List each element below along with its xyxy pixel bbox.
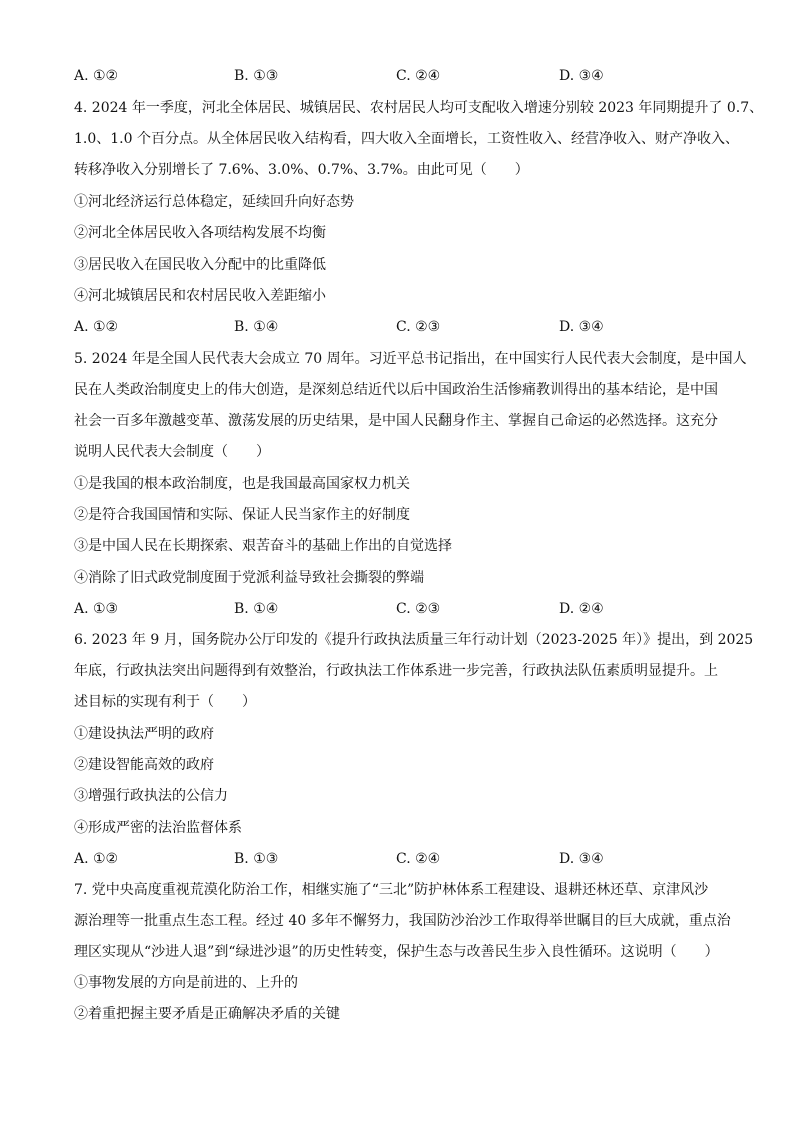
q5-option-c[interactable]: C. ②③ [396,601,441,617]
q6-stem-line: 述目标的实现有利于（ ） [74,694,256,710]
q3-options [74,67,734,85]
q5-stem-line: 说明人民代表大会制度（ ） [74,444,270,460]
q3-option-d[interactable]: D. ③④ [559,68,604,84]
q5-option-a[interactable]: A. ①③ [74,601,119,617]
q5-stem-line: 民在人类政治制度史上的伟大创造，是深刻总结近代以后中国政治生活惨痛教训得出的基本结论，是中国 [74,382,718,398]
q6-option-b[interactable]: B. ①③ [234,851,279,867]
q6-item-2: ②建设智能高效的政府 [74,757,214,773]
q4-item-1: ①河北经济运行总体稳定，延续回升向好态势 [74,194,354,210]
q4-stem-line: 4. 2024 年一季度，河北全体居民、城镇居民、农村居民人均可支配收入增速分别较 2023 年同期提升了 0.7、 [74,100,764,116]
q6-options [74,850,734,868]
q3-option-c[interactable]: C. ②④ [396,68,441,84]
q6-option-d[interactable]: D. ③④ [559,851,604,867]
q6-stem-line: 年底，行政执法突出问题得到有效整治，行政执法工作体系进一步完善，行政执法队伍素质明显提升。上 [74,663,718,679]
q4-option-a[interactable]: A. ①② [74,319,119,335]
q3-option-b[interactable]: B. ①③ [234,68,279,84]
q4-stem-line: 转移净收入分别增长了 7.6%、3.0%、0.7%、3.7%。由此可见（ ） [74,162,529,178]
q4-item-3: ③居民收入在国民收入分配中的比重降低 [74,257,326,273]
q4-item-4: ④河北城镇居民和农村居民收入差距缩小 [74,288,326,304]
q6-item-3: ③增强行政执法的公信力 [74,788,228,804]
q5-stem-line: 5. 2024 年是全国人民代表大会成立 70 周年。习近平总书记指出，在中国实行人民代表大会制度，是中国人 [74,351,747,367]
q6-item-1: ①建设执法严明的政府 [74,726,214,742]
q5-item-2: ②是符合我国国情和实际、保证人民当家作主的好制度 [74,507,410,523]
q7-stem-line: 源治理等一批重点生态工程。经过 40 多年不懈努力，我国防沙治沙工作取得举世瞩目的巨大成就，重点治 [74,913,731,929]
q6-item-4: ④形成严密的法治监督体系 [74,820,242,836]
q3-option-a[interactable]: A. ①② [74,68,119,84]
q5-item-4: ④消除了旧式政党制度囿于党派利益导致社会撕裂的弊端 [74,570,424,586]
q4-option-b[interactable]: B. ①④ [234,319,279,335]
q7-item-2: ②着重把握主要矛盾是正确解决矛盾的关键 [74,1006,340,1022]
q5-options [74,600,734,618]
q5-option-d[interactable]: D. ②④ [559,601,604,617]
q4-stem-line: 1.0、1.0 个百分点。从全体居民收入结构看，四大收入全面增长，工资性收入、经营净收入、财产净收入、 [74,131,739,147]
q4-item-2: ②河北全体居民收入各项结构发展不均衡 [74,225,326,241]
q7-stem-line: 理区实现从“沙进人退”到“绿进沙退”的历史性转变，保护生态与改善民生步入良性循环。这说明（ ） [74,944,719,960]
q4-options [74,318,734,336]
q5-option-b[interactable]: B. ①④ [234,601,279,617]
q5-item-1: ①是我国的根本政治制度，也是我国最高国家权力机关 [74,476,410,492]
q5-item-3: ③是中国人民在长期探索、艰苦奋斗的基础上作出的自觉选择 [74,538,452,554]
q6-option-c[interactable]: C. ②④ [396,851,441,867]
q6-stem-line: 6. 2023 年 9 月，国务院办公厅印发的《提升行政执法质量三年行动计划（2023-2025 年）》提出，到 2025 [74,632,754,648]
q7-item-1: ①事物发展的方向是前进的、上升的 [74,975,298,991]
q7-stem-line: 7. 党中央高度重视荒漠化防治工作，相继实施了“三北”防护林体系工程建设、退耕还林还草、京津风沙 [74,882,709,898]
q4-option-d[interactable]: D. ③④ [559,319,604,335]
q4-option-c[interactable]: C. ②③ [396,319,441,335]
q5-stem-line: 社会一百多年激越变革、激荡发展的历史结果，是中国人民翻身作主、掌握自己命运的必然选择。这充分 [74,413,718,429]
q6-option-a[interactable]: A. ①② [74,851,119,867]
